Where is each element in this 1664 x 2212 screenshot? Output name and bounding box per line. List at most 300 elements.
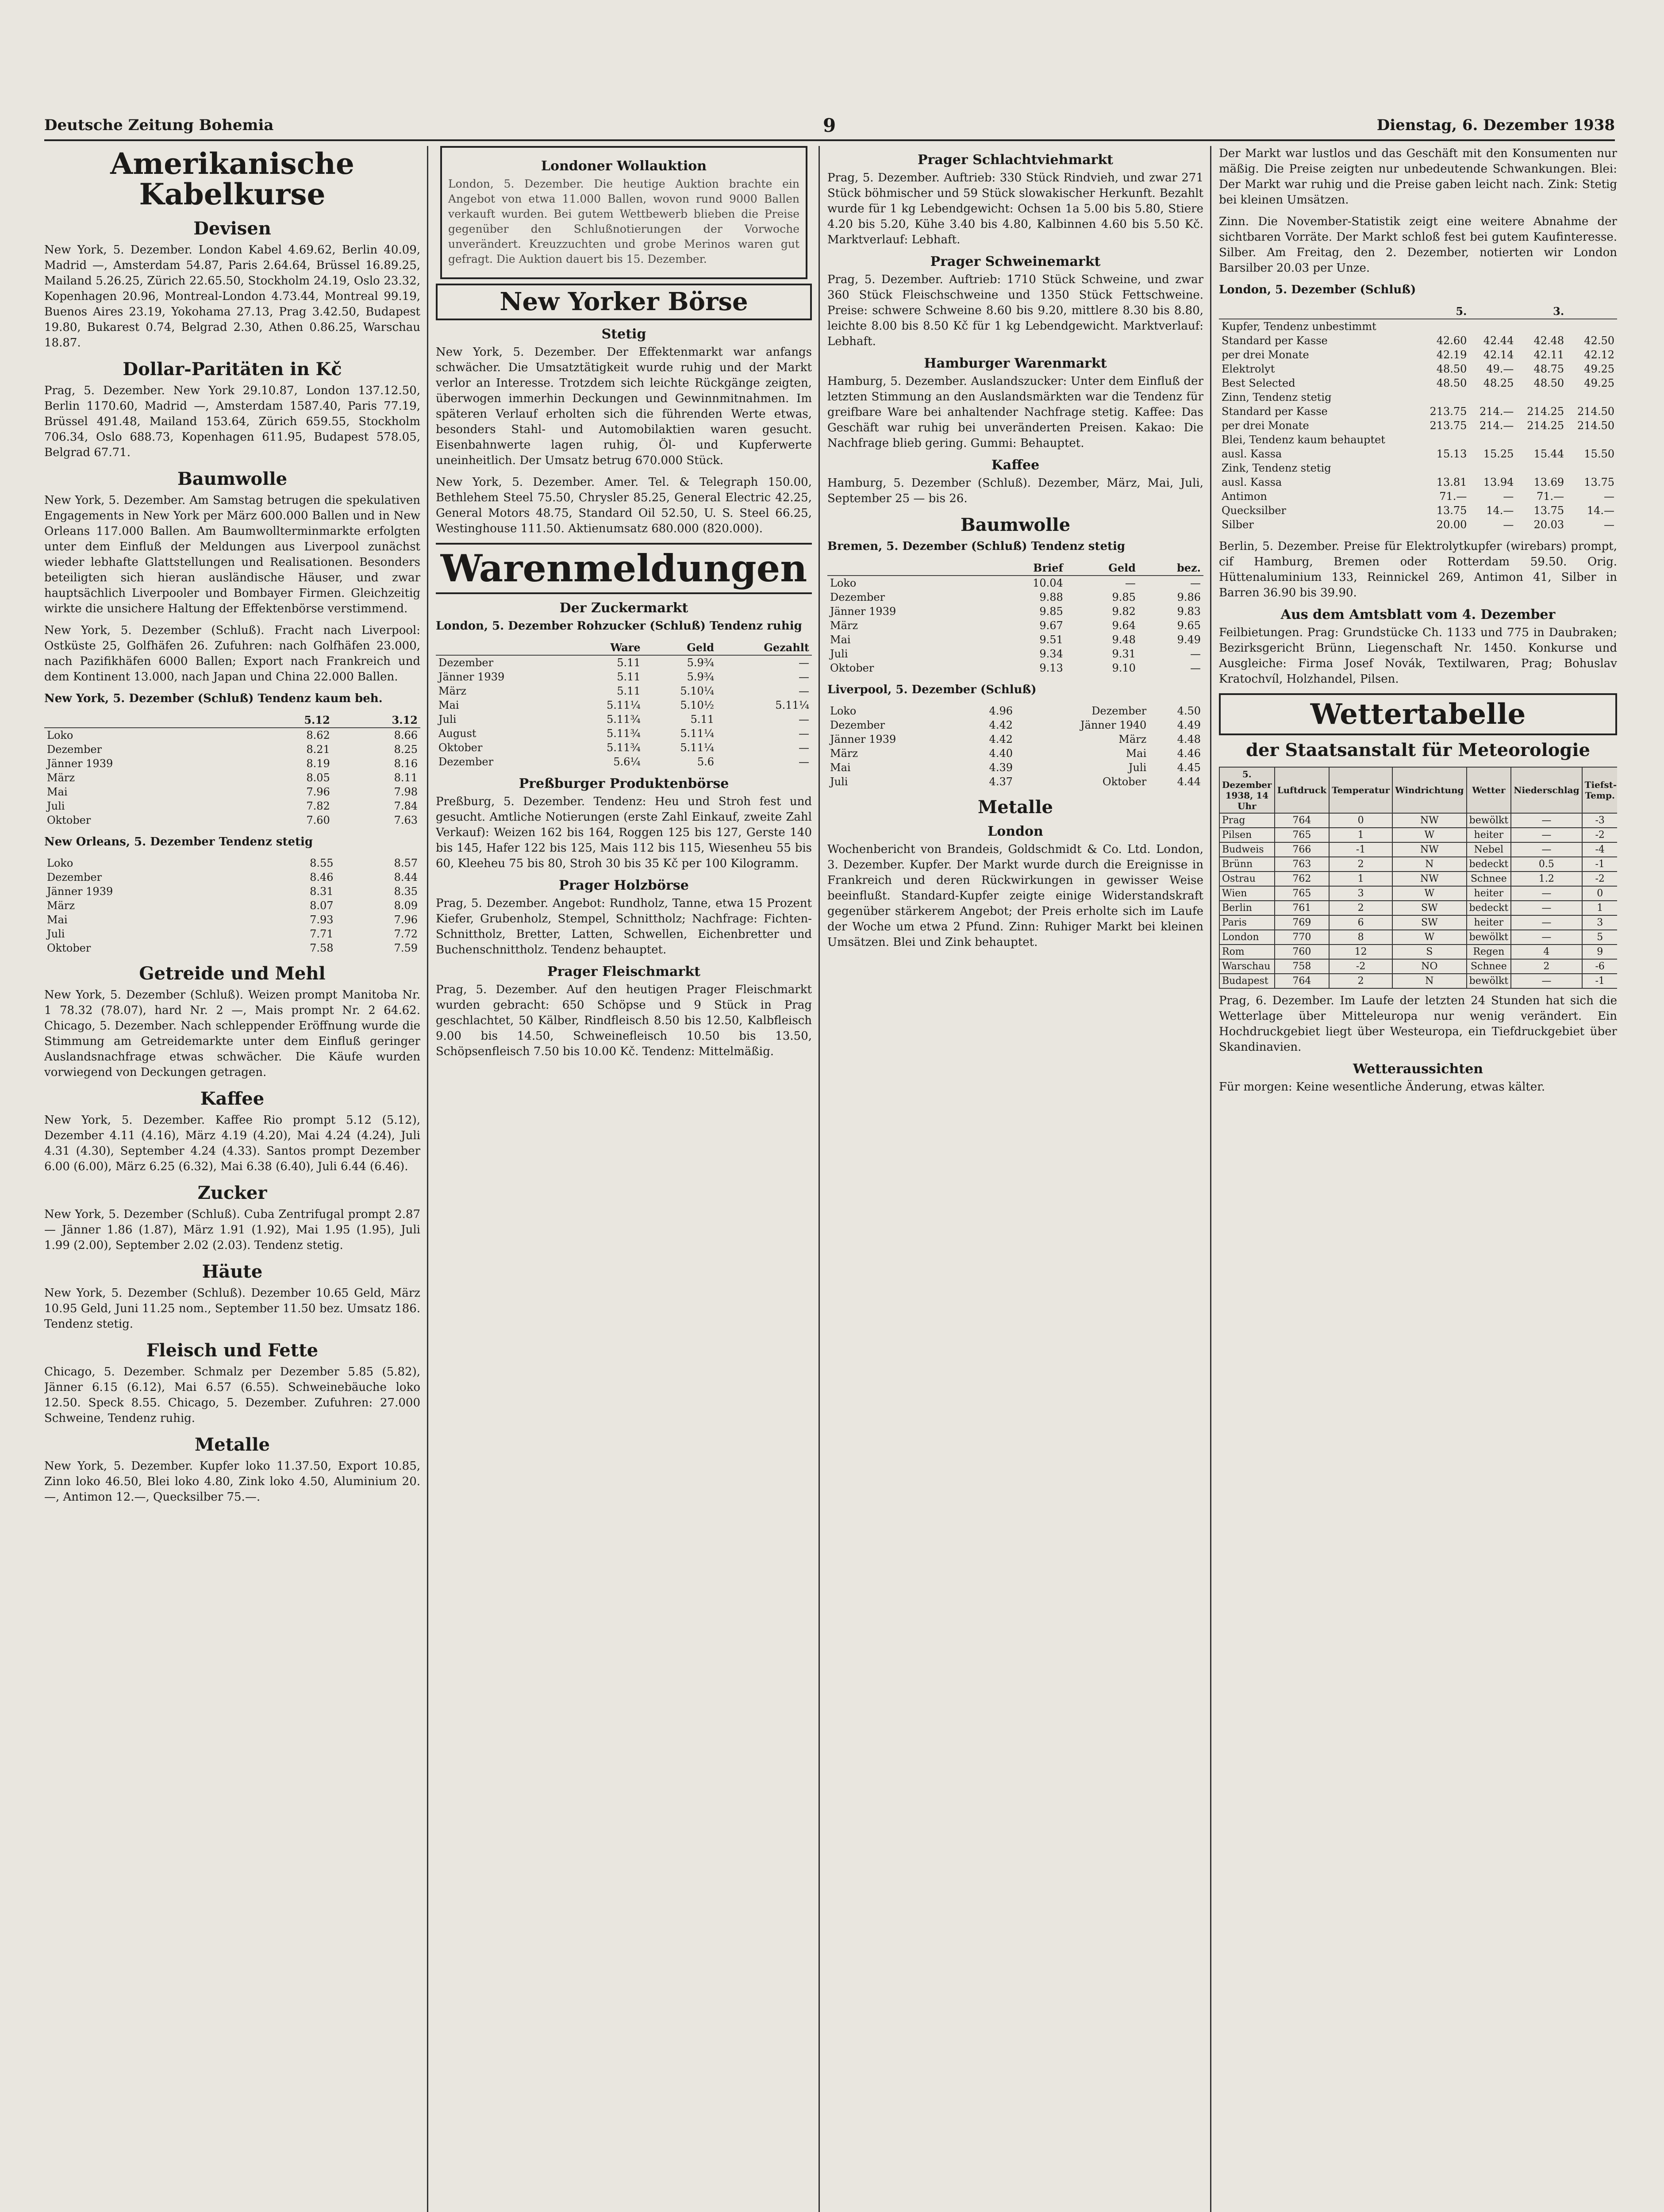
column-header [1219, 304, 1419, 319]
table-row [1219, 959, 1617, 974]
table-cell: Jänner 1939 [47, 757, 113, 770]
table-row [827, 576, 1203, 590]
article-text: New York, 5. Dezember. Amer. Tel. & Telegraph 150.00, Bethlehem Steel 75.50, Chrysler 85.25, General Electric 42.25, General Motors 48.75, Standard Oil 52.50, U. S. Steel 66.25, Westinghouse 111.50. Aktienumsatz 680.000 (820.000). [436, 475, 812, 535]
table-cell: 8.46 [310, 871, 334, 883]
column-header: Windrichtung [1392, 767, 1466, 813]
table-row [1219, 489, 1617, 503]
section-heading: Kaffee [200, 1088, 265, 1109]
table-cell: per drei Monate [1222, 349, 1309, 361]
table-cell: 5.11¼ [775, 699, 809, 711]
table-cell: Juli [830, 648, 848, 660]
column-header: 5. [1419, 304, 1470, 319]
table-cell: 9.31 [1112, 648, 1136, 660]
table-cell: — [1511, 813, 1582, 828]
article-text: New York, 5. Dezember (Schluß). Fracht nach Liverpool: Ostküste 25, Golfhäfen 26. Zufuhren: nach Golfhäfen 23.000, nach Pazifikhäfen 6000 Ballen; Export nach Frankreich und dem Kontinent 13.000, nach Japan und China 22.000 Ballen. [44, 623, 420, 684]
table-cell: 9.51 [1039, 634, 1063, 646]
table-row [436, 741, 812, 755]
section-heading: Prager Fleischmarkt [547, 964, 700, 979]
table-cell: Quecksilber [1222, 504, 1287, 517]
table-cell: 8.44 [394, 871, 418, 883]
table-cell: Mai [47, 913, 68, 926]
article-text: Hamburg, 5. Dezember (Schluß). Dezember, März, Mai, Juli, September 25 — bis 26. [827, 476, 1203, 505]
table-cell: -2 [1582, 828, 1617, 842]
table-cell: Jänner 1939 [438, 670, 505, 683]
table-cell: 20.00 [1436, 518, 1467, 531]
table-cell: 758 [1275, 959, 1330, 974]
section-title: Amerikanische Kabelkurse [110, 146, 354, 212]
section-heading: Zucker [197, 1182, 267, 1203]
table-cell: bedeckt [1467, 901, 1511, 915]
section-title: Warenmeldungen [436, 543, 812, 594]
table-row [436, 726, 812, 741]
table-cell: 42.12 [1584, 349, 1614, 361]
table-cell: 1 [1329, 872, 1392, 886]
table-row [44, 799, 420, 813]
table-cell: Loko [47, 856, 73, 869]
table-cell: 14.— [1587, 504, 1614, 517]
table-cell: 42.19 [1436, 349, 1467, 361]
table-cell: 9.48 [1112, 634, 1136, 646]
table-cell: 5 [1582, 930, 1617, 945]
table-cell: Jänner 1939 [830, 733, 896, 745]
column-1 [44, 146, 420, 2212]
article-text: New York, 5. Dezember (Schluß). Cuba Zentrifugal prompt 2.87 — Jänner 1.86 (1.87), März 1.91 (1.92), Mai 1.95 (1.95), Juli 1.99 (2.00), September 2.02 (2.03). Tendenz stetig. [44, 1207, 420, 1252]
table-cell: — [799, 741, 809, 754]
table-cell: 1.2 [1511, 872, 1582, 886]
table-cell: 8.55 [310, 856, 334, 869]
table-row [1219, 518, 1617, 532]
table-cell: Jänner 1940 [1080, 719, 1147, 731]
quote-table [827, 561, 1203, 675]
table-cell: — [1511, 842, 1582, 857]
article-text: Prag, 6. Dezember. Im Laufe der letzten 24 Stunden hat sich die Wetterlage über Mitteleuropa nur wenig verändert. Ein Hochdruckgebiet liegt über Westeuropa, ein Tiefdruckgebiet über Skandinavien. [1219, 994, 1617, 1054]
table-cell: 7.84 [394, 799, 418, 812]
section-title: Wettertabelle [1219, 693, 1617, 735]
table-row [1219, 433, 1617, 447]
table-cell: 0 [1329, 813, 1392, 828]
table-cell: 48.25 [1483, 377, 1514, 389]
table-cell: Brünn [1219, 857, 1275, 872]
section-heading: Prager Schweinemarkt [930, 254, 1101, 269]
table-cell: -6 [1582, 959, 1617, 974]
table-row [827, 760, 1203, 775]
table-cell: Warschau [1219, 959, 1275, 974]
table-cell: 8 [1329, 930, 1392, 945]
table-cell: Zinn, Tendenz stetig [1222, 391, 1332, 403]
table-header-row [44, 713, 420, 728]
table-cell: heiter [1467, 915, 1511, 930]
table-cell: ausl. Kassa [1222, 448, 1282, 460]
table-row [44, 785, 420, 799]
table-row [1219, 945, 1617, 959]
table-row [1219, 901, 1617, 915]
column-header [1567, 304, 1617, 319]
table-cell: 761 [1275, 901, 1330, 915]
article-text: Für morgen: Keine wesentliche Änderung, etwas kälter. [1219, 1080, 1545, 1094]
table-row [1219, 447, 1617, 461]
table-cell: 4.42 [989, 733, 1013, 745]
table-row [827, 661, 1203, 675]
column-header: Geld [1066, 561, 1138, 576]
issue-date: Dienstag, 6. Dezember 1938 [1376, 116, 1615, 134]
table-cell: 15.50 [1584, 448, 1614, 460]
paper-name: Deutsche Zeitung Bohemia [44, 116, 274, 134]
table-cell: Oktober [830, 662, 874, 674]
table-cell [1419, 461, 1470, 475]
table-cell: 13.94 [1483, 476, 1514, 488]
table-cell: 49.25 [1584, 363, 1614, 375]
article-text: New York, 5. Dezember (Schluß). Dezember 10.65 Geld, März 10.95 Geld, Juni 11.25 nom., September 11.50 bez. Umsatz 186. Tendenz stetig. [44, 1286, 420, 1331]
table-cell: 10.04 [1033, 577, 1063, 589]
table-cell: -4 [1582, 842, 1617, 857]
table-cell: 6 [1329, 915, 1392, 930]
table-cell: 71.— [1439, 490, 1467, 503]
table-cell: 48.50 [1436, 363, 1467, 375]
table-row [1219, 376, 1617, 390]
table-cell: Schnee [1467, 872, 1511, 886]
table-cell: 214.— [1479, 419, 1514, 432]
column-header: Temperatur [1329, 767, 1392, 813]
quote-table [1219, 304, 1617, 532]
table-row [436, 684, 812, 698]
table-cell [1567, 461, 1617, 475]
quote-table [827, 704, 1203, 789]
table-cell: Kupfer, Tendenz unbestimmt [1222, 320, 1376, 333]
table-caption: New York, 5. Dezember (Schluß) Tendenz kaum beh. [44, 691, 383, 705]
table-cell: 42.60 [1436, 334, 1467, 347]
column-header: bez. [1138, 561, 1203, 576]
table-cell: 2 [1511, 959, 1582, 974]
article-text: Der Markt war lustlos und das Geschäft mit den Konsumenten nur mäßig. Die Preise zeigten nur unbedeutende Schwankungen. Blei: Der Markt war ruhig und die Preise gaben leicht nach. Zink: Stetig bei kleinen Umsätzen. [1219, 147, 1617, 207]
article-text: London, 5. Dezember. Die heutige Auktion brachte ein Angebot von etwa 11.000 Ballen, wovon rund 9000 Ballen verkauft wurden. Bei gutem Wettbewerb blieben die Preise gegenüber den Schlußnotierungen der Vorwoche unverändert. Kreuzzuchten und grobe Merinos waren gut gefragt. Die Auktion dauert bis 15. Dezember. [448, 177, 799, 265]
column-header: Tiefst-Temp. [1582, 767, 1617, 813]
table-cell: 42.48 [1533, 334, 1564, 347]
table-header-row [1219, 767, 1617, 813]
table-cell: 5.11¾ [607, 727, 641, 740]
table-cell: bedeckt [1467, 857, 1511, 872]
table-row [1219, 930, 1617, 945]
table-cell [1419, 390, 1470, 404]
table-cell: — [799, 656, 809, 669]
table-cell: Jänner 1939 [47, 885, 113, 898]
table-cell: 4.37 [989, 776, 1013, 788]
table-cell: 4.49 [1177, 719, 1201, 731]
table-caption: London, 5. Dezember (Schluß) [1219, 283, 1416, 296]
table-cell: Zink, Tendenz stetig [1222, 462, 1331, 474]
table-cell: Dezember [47, 743, 102, 756]
table-cell: W [1392, 930, 1466, 945]
column-3 [827, 146, 1203, 2212]
table-row [1219, 813, 1617, 828]
column-header: Luftdruck [1275, 767, 1330, 813]
table-cell: 4.45 [1177, 761, 1201, 774]
table-cell: 765 [1275, 828, 1330, 842]
table-cell: Mai [438, 699, 459, 711]
table-cell: bewölkt [1467, 813, 1511, 828]
table-row [436, 655, 812, 670]
table-row [436, 755, 812, 769]
table-cell: Oktober [438, 741, 483, 754]
table-header-row [436, 640, 812, 655]
table-cell: Juli [830, 776, 848, 788]
table-cell: 5.11¾ [607, 741, 641, 754]
table-cell: 5.11¼ [680, 727, 715, 740]
table-cell: SW [1392, 915, 1466, 930]
table-cell: 9.49 [1177, 634, 1201, 646]
table-cell: 4.46 [1177, 747, 1201, 760]
table-cell: 214.50 [1577, 405, 1614, 418]
table-cell: 764 [1275, 974, 1330, 988]
quote-table [44, 856, 420, 955]
table-cell: 7.63 [394, 814, 418, 826]
table-cell: 1 [1582, 901, 1617, 915]
section-heading: Devisen [193, 218, 271, 239]
table-cell: 9.65 [1177, 619, 1201, 632]
column-rule [819, 146, 820, 2212]
table-cell: Elektrolyt [1222, 363, 1275, 375]
table-cell: 7.71 [310, 927, 334, 940]
table-cell: 8.05 [306, 771, 330, 784]
table-cell [1567, 433, 1617, 447]
table-cell: 770 [1275, 930, 1330, 945]
section-heading: Wetteraussichten [1353, 1061, 1483, 1077]
table-cell: Loko [830, 577, 857, 589]
table-cell: Oktober [47, 941, 91, 954]
table-cell: Pilsen [1219, 828, 1275, 842]
column-header: 5.12 [245, 713, 333, 728]
table-cell: -1 [1329, 842, 1392, 857]
table-cell: Juli [47, 799, 65, 812]
table-cell: Mai [47, 785, 68, 798]
table-cell: W [1392, 828, 1466, 842]
article-text: New York, 5. Dezember. Am Samstag betrugen die spekulativen Engagements in New York per März 600.000 Ballen und in New Orleans 117.000 Ballen. Am Baumwollterminmarkte erfolgten unter dem Einfluß der Meldungen aus Liverpool zunächst wieder lebhafte Glattstellungen und Realisationen. Besonders beteiligten sich hieran ausländische Häuser, und zwar hauptsächlich Liverpooler und Bombayer Firmen. Gleichzeitig wirkte die unsichere Haltung der Effektenbörse verstimmend. [44, 493, 420, 615]
table-cell [1469, 461, 1516, 475]
quote-table [436, 640, 812, 769]
column-4 [1219, 146, 1617, 2212]
table-cell [1469, 390, 1516, 404]
table-cell: 8.21 [306, 743, 330, 756]
table-cell: Ostrau [1219, 872, 1275, 886]
table-cell: Paris [1219, 915, 1275, 930]
table-cell: 8.11 [394, 771, 418, 784]
article-text: New York, 5. Dezember. Kaffee Rio prompt 5.12 (5.12), Dezember 4.11 (4.16), März 4.19 (4.20), Mai 4.24 (4.24), Juli 4.31 (4.30), September 4.24 (4.33). Santos prompt Dezember 6.00 (6.00), März 6.25 (6.32), Mai 6.38 (6.40), Juli 6.44 (6.46). [44, 1113, 420, 1173]
section-heading: Getreide und Mehl [139, 963, 326, 984]
table-row [1219, 915, 1617, 930]
table-cell: NW [1392, 872, 1466, 886]
table-cell: 1 [1329, 828, 1392, 842]
table-row [44, 771, 420, 785]
table-cell: 5.11¼ [680, 741, 715, 754]
table-row [827, 618, 1203, 633]
column-header: 5. Dezember 1938, 14 Uhr [1219, 767, 1275, 813]
table-cell: 49.— [1486, 363, 1514, 375]
table-cell: NO [1392, 959, 1466, 974]
column-header: Niederschlag [1511, 767, 1582, 813]
table-cell: 13.75 [1533, 504, 1564, 517]
table-cell: per drei Monate [1222, 419, 1309, 432]
table-cell: 4.50 [1177, 705, 1201, 717]
table-cell: — [1511, 930, 1582, 945]
table-row [436, 712, 812, 726]
column-rule [427, 146, 428, 2212]
column-header: Ware [569, 640, 643, 655]
table-row [1219, 857, 1617, 872]
section-heading: Baumwolle [960, 515, 1071, 535]
table-cell: 9.83 [1177, 605, 1201, 618]
table-cell: 9.86 [1177, 591, 1201, 603]
table-cell: 213.75 [1430, 419, 1467, 432]
table-cell: 5.11¾ [607, 713, 641, 726]
table-cell: 7.98 [394, 785, 418, 798]
table-cell: 14.— [1486, 504, 1514, 517]
table-cell: -2 [1329, 959, 1392, 974]
table-cell: Silber [1222, 518, 1254, 531]
table-cell: 5.11¼ [607, 699, 641, 711]
table-cell: 2 [1329, 974, 1392, 988]
table-cell [1469, 433, 1516, 447]
table-cell: Loko [830, 705, 857, 717]
table-cell [1567, 319, 1617, 334]
column-header [1469, 304, 1516, 319]
table-cell: 13.75 [1436, 504, 1467, 517]
table-row [827, 718, 1203, 732]
table-cell: 8.25 [394, 743, 418, 756]
table-row [827, 746, 1203, 760]
table-cell: NW [1392, 813, 1466, 828]
table-cell: ausl. Kassa [1222, 476, 1282, 488]
table-cell: 9.88 [1039, 591, 1063, 603]
table-row [44, 757, 420, 771]
table-cell: 8.09 [394, 899, 418, 912]
table-cell: 42.50 [1584, 334, 1614, 347]
table-cell: — [799, 713, 809, 726]
table-cell: 769 [1275, 915, 1330, 930]
table-cell: März [47, 899, 75, 912]
table-row [1219, 842, 1617, 857]
table-row [44, 870, 420, 884]
table-cell: Dezember [830, 591, 885, 603]
table-cell: 765 [1275, 886, 1330, 901]
table-cell: 5.11 [690, 713, 715, 726]
table-cell: 214.25 [1527, 419, 1564, 432]
table-cell: 2 [1329, 901, 1392, 915]
table-cell: 5.6¼ [613, 755, 641, 768]
table-cell: bewölkt [1467, 974, 1511, 988]
table-cell: 9 [1582, 945, 1617, 959]
table-cell: 7.60 [306, 814, 330, 826]
table-cell: 8.16 [394, 757, 418, 770]
table-cell: Jänner 1939 [830, 605, 896, 618]
column-header: Brief [986, 561, 1066, 576]
table-row [44, 728, 420, 742]
table-cell: — [1503, 518, 1514, 531]
table-cell: Berlin [1219, 901, 1275, 915]
table-cell: 760 [1275, 945, 1330, 959]
table-cell: 13.69 [1533, 476, 1564, 488]
table-cell: — [1511, 901, 1582, 915]
table-cell: 3 [1329, 886, 1392, 901]
table-row [436, 670, 812, 684]
table-row [44, 813, 420, 827]
table-cell [1419, 319, 1470, 334]
section-heading: Metalle [195, 1434, 270, 1455]
table-row [1219, 390, 1617, 404]
section-heading: Prager Schlachtviehmarkt [918, 152, 1113, 168]
table-cell: August [438, 727, 477, 740]
section-heading: Baumwolle [177, 468, 288, 489]
section-heading: Dollar-Paritäten in Kč [123, 358, 342, 380]
table-cell: Dezember [830, 719, 885, 731]
table-cell: 766 [1275, 842, 1330, 857]
table-cell: 8.35 [394, 885, 418, 898]
table-cell: N [1392, 974, 1466, 988]
table-cell: Nebel [1467, 842, 1511, 857]
table-cell: 7.96 [306, 785, 330, 798]
table-row [44, 927, 420, 941]
article-text: Zinn. Die November-Statistik zeigt eine weitere Abnahme der sichtbaren Vorräte. Der Markt schloß fest bei gutem Kaufinteresse. Silber. Am Freitag, den 2. Dezember, notierten wir London Barsilber 20.03 per Unze. [1219, 215, 1617, 275]
table-cell: 42.14 [1483, 349, 1514, 361]
table-cell: Blei, Tendenz kaum behauptet [1222, 434, 1385, 446]
box-title: Londoner Wollauktion [541, 158, 707, 174]
table-cell: 7.58 [310, 941, 334, 954]
table-cell [1567, 390, 1617, 404]
table-row [1219, 475, 1617, 489]
table-row [1219, 886, 1617, 901]
table-cell: bewölkt [1467, 930, 1511, 945]
table-cell: — [1511, 828, 1582, 842]
table-cell: N [1392, 857, 1466, 872]
table-cell: Best Selected [1222, 377, 1295, 389]
section-heading: Kaffee [991, 457, 1040, 473]
table-cell: SW [1392, 901, 1466, 915]
table-cell: -1 [1582, 974, 1617, 988]
table-cell: 4.96 [989, 705, 1013, 717]
table-cell: 4.42 [989, 719, 1013, 731]
table-cell: 4.44 [1177, 776, 1201, 788]
table-cell: 9.85 [1112, 591, 1136, 603]
table-cell: 763 [1275, 857, 1330, 872]
column-rule [1210, 146, 1211, 2212]
table-cell: — [799, 727, 809, 740]
table-cell: 7.72 [394, 927, 418, 940]
table-cell: W [1392, 886, 1466, 901]
article-text: Preßburg, 5. Dezember. Tendenz: Heu und Stroh fest und gesucht. Amtliche Notierungen (erste Zahl Einkauf, zweite Zahl Verkauf): Weizen 162 bis 164, Roggen 125 bis 127, Gerste 140 bis 145, Hafer 122 bis 125, Mais 112 bis 115, Wiesenheu 55 bis 60, Kleeheu 75 bis 80, Stroh 30 bis 35 Kč per 100 Kilogramm. [436, 795, 812, 870]
table-cell: Budweis [1219, 842, 1275, 857]
table-cell: — [799, 755, 809, 768]
table-cell: -3 [1582, 813, 1617, 828]
article-text: Prag, 5. Dezember. Auf den heutigen Prager Fleischmarkt wurden gebracht: 650 Schöpse und 9 Stück in Prag geschlachtet, 50 Kälber, Rindfleisch 8.50 bis 12.50, Kalbfleisch 9.00 bis 14.50, Schweinefleisch 10.50 bis 13.50, Schöpsenfleisch 7.50 bis 10.00 Kč. Tendenz: Mittelmäßig. [436, 983, 812, 1058]
table-row [827, 590, 1203, 604]
article-text: Prag, 5. Dezember. Angebot: Rundholz, Tanne, etwa 15 Prozent Kiefer, Grubenholz, Stempel, Schnittholz; Nachfrage: Fichten-Schnittholz, Bretter, Latten, Schwellen, Eichenbretter und Buchenschnittholz. Tendenz behauptet. [436, 896, 812, 956]
table-cell: 9.13 [1039, 662, 1063, 674]
table-row [827, 775, 1203, 789]
table-cell: 15.44 [1533, 448, 1564, 460]
table-cell: März [830, 619, 858, 632]
table-cell: — [1190, 577, 1201, 589]
table-cell: 8.57 [394, 856, 418, 869]
table-cell: -1 [1582, 857, 1617, 872]
table-caption: New Orleans, 5. Dezember Tendenz stetig [44, 835, 313, 849]
table-cell: 20.03 [1533, 518, 1564, 531]
table-cell: 4 [1511, 945, 1582, 959]
table-cell: — [1604, 490, 1614, 503]
column-header: 3. [1516, 304, 1567, 319]
table-cell: — [1190, 662, 1201, 674]
table-cell: 48.50 [1436, 377, 1467, 389]
table-row [1219, 461, 1617, 475]
masthead [44, 113, 1615, 141]
table-row [44, 941, 420, 955]
